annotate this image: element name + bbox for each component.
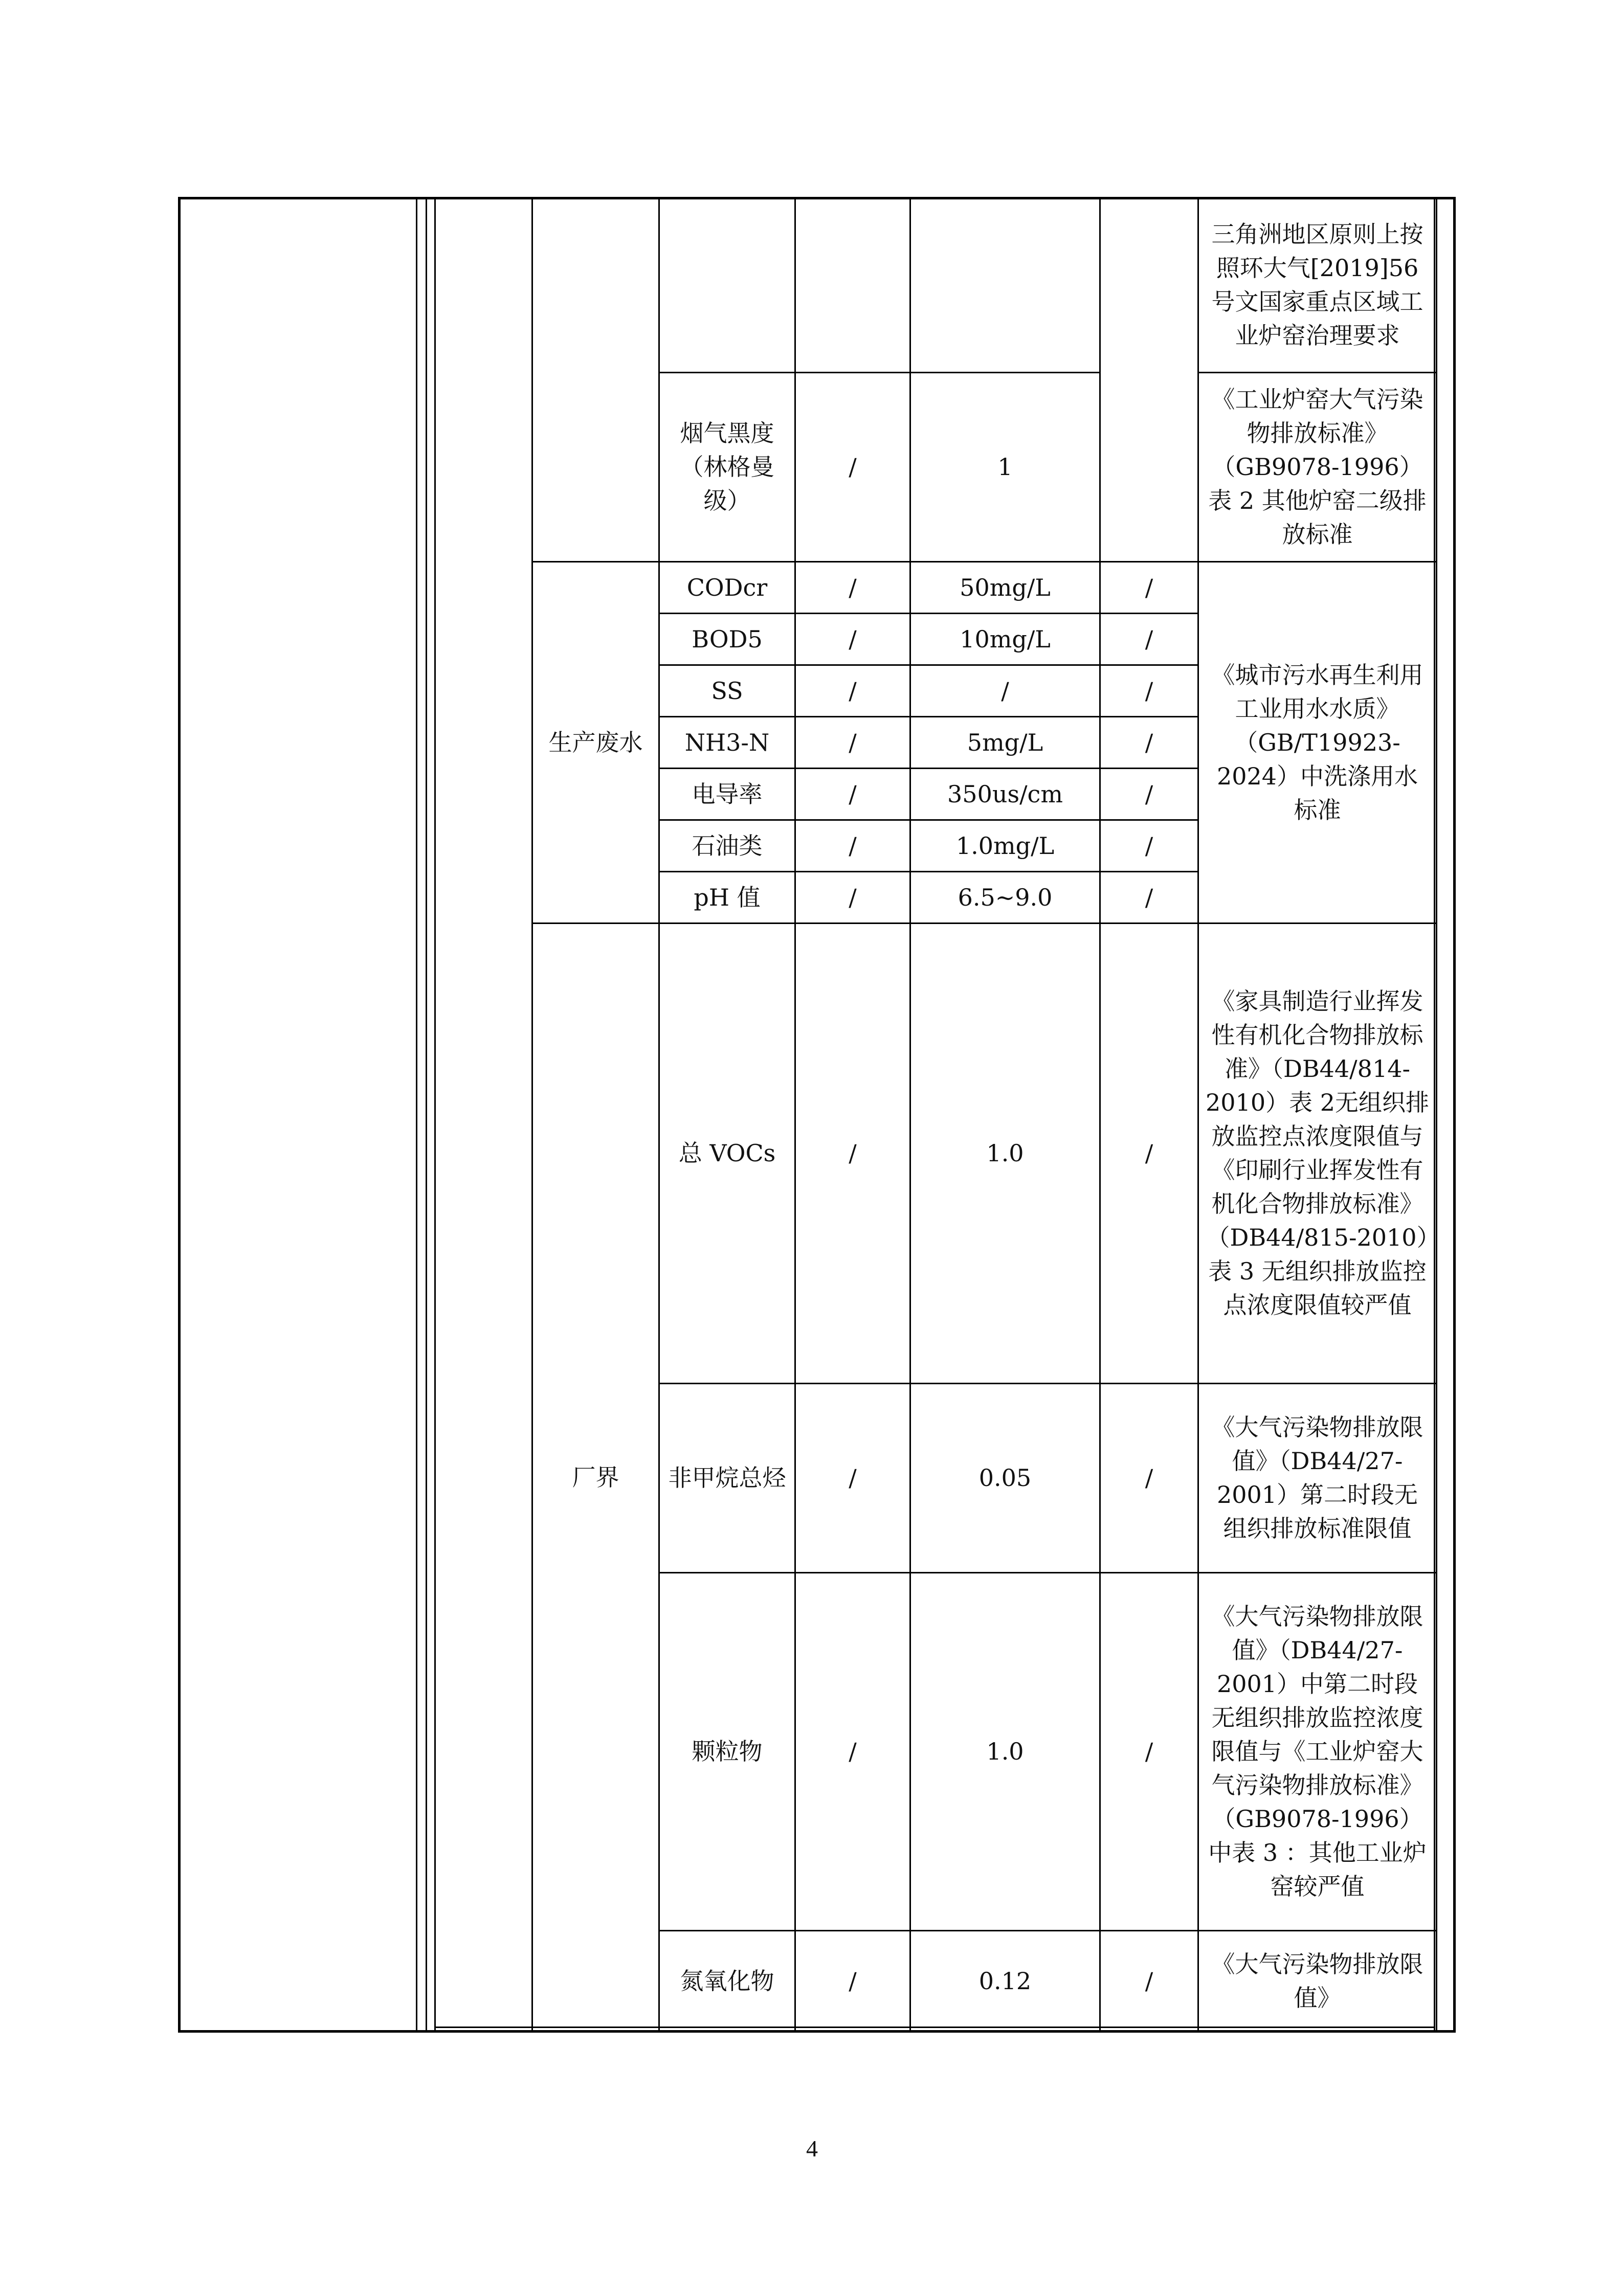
limit-cell: 5mg/L xyxy=(910,716,1100,768)
pollutant-cell: BOD5 xyxy=(659,613,795,665)
standards-table xyxy=(531,198,1437,2031)
value-cell: / xyxy=(1100,1930,1198,2031)
value-cell: / xyxy=(795,923,910,1383)
value-cell: / xyxy=(1100,1383,1198,1572)
pollutant-cell: 非甲烷总烃 xyxy=(659,1383,795,1572)
table-row xyxy=(532,1930,1437,2031)
pollutant-cell: CODcr xyxy=(659,561,795,613)
category-cell-empty xyxy=(532,198,659,561)
limit-cell: / xyxy=(910,665,1100,716)
table-row xyxy=(532,198,1437,372)
value-cell: / xyxy=(795,372,910,561)
column-divider xyxy=(434,198,436,2032)
table-row xyxy=(532,1383,1437,1572)
category-cell: 厂界 xyxy=(532,923,659,2031)
limit-cell: 0.05 xyxy=(910,1383,1100,1572)
pollutant-cell: 氮氧化物 xyxy=(659,1930,795,2031)
column-divider xyxy=(426,198,427,2032)
table-row xyxy=(532,372,1437,561)
value-cell-empty xyxy=(1100,198,1198,561)
limit-cell: 50mg/L xyxy=(910,561,1100,613)
pollutant-cell: NH3-N xyxy=(659,716,795,768)
pollutant-cell: 总 VOCs xyxy=(659,923,795,1383)
standard-cell: 三角洲地区原则上按照环大气[2019]56 号文国家重点区域工业炉窑治理要求 xyxy=(1198,198,1437,372)
pollutant-cell: 烟气黑度（林格曼级） xyxy=(659,372,795,561)
pollutant-cell: 电导率 xyxy=(659,768,795,820)
value-cell: / xyxy=(1100,665,1198,716)
column-divider xyxy=(416,198,417,2032)
value-cell: / xyxy=(1100,561,1198,613)
value-cell: / xyxy=(795,1930,910,2031)
value-cell: / xyxy=(1100,768,1198,820)
value-cell: / xyxy=(795,871,910,923)
value-cell: / xyxy=(1100,871,1198,923)
pollutant-cell-empty xyxy=(659,198,795,372)
table-row xyxy=(532,561,1437,613)
value-cell: / xyxy=(795,768,910,820)
limit-cell: 1.0 xyxy=(910,1572,1100,1930)
limit-cell: 1.0 xyxy=(910,923,1100,1383)
value-cell: / xyxy=(795,1572,910,1930)
value-cell: / xyxy=(795,561,910,613)
value-cell: / xyxy=(795,1383,910,1572)
table-row xyxy=(532,1572,1437,1930)
value-cell: / xyxy=(1100,1572,1198,1930)
value-cell: / xyxy=(1100,923,1198,1383)
value-cell: / xyxy=(795,665,910,716)
standard-cell: 《工业炉窑大气污染物排放标准》（GB9078-1996）表 2 其他炉窑二级排放标准 xyxy=(1198,372,1437,561)
limit-cell: 10mg/L xyxy=(910,613,1100,665)
value-cell: / xyxy=(795,613,910,665)
standard-cell: 《大气污染物排放限值》（DB44/27-2001）第二时段无组织排放标准限值 xyxy=(1198,1383,1437,1572)
value-cell-empty xyxy=(795,198,910,372)
value-cell: / xyxy=(1100,716,1198,768)
limit-cell: 1.0mg/L xyxy=(910,820,1100,871)
pollutant-cell: SS xyxy=(659,665,795,716)
page-number: 4 xyxy=(806,2135,818,2162)
value-cell: / xyxy=(1100,820,1198,871)
pollutant-cell: pH 值 xyxy=(659,871,795,923)
limit-cell-empty xyxy=(910,198,1100,372)
limit-cell: 1 xyxy=(910,372,1100,561)
table-row xyxy=(532,923,1437,1383)
standard-cell: 《家具制造行业挥发性有机化合物排放标准》（DB44/814-2010）表 2无组织排放监控点浓度限值与《印刷行业挥发性有机化合物排放标准》（DB44/815-2010）表 3 无组织排放监控点浓度限值较严值 xyxy=(1198,923,1437,1383)
standard-cell: 《城市污水再生利用 工业用水水质》（GB/T19923-2024）中洗涤用水标准 xyxy=(1198,561,1437,923)
limit-cell: 350us/cm xyxy=(910,768,1100,820)
value-cell: / xyxy=(795,716,910,768)
category-cell: 生产废水 xyxy=(532,561,659,923)
limit-cell: 6.5~9.0 xyxy=(910,871,1100,923)
standard-cell: 《大气污染物排放限值》 xyxy=(1198,1930,1437,2031)
pollutant-cell: 石油类 xyxy=(659,820,795,871)
limit-cell: 0.12 xyxy=(910,1930,1100,2031)
value-cell: / xyxy=(1100,613,1198,665)
value-cell: / xyxy=(795,820,910,871)
pollutant-cell: 颗粒物 xyxy=(659,1572,795,1930)
standard-cell: 《大气污染物排放限值》（DB44/27-2001）中第二时段无组织排放监控浓度限值与《工业炉窑大气污染物排放标准》（GB9078-1996）中表 3 ：其他工业炉窑较严值 xyxy=(1198,1572,1437,1930)
